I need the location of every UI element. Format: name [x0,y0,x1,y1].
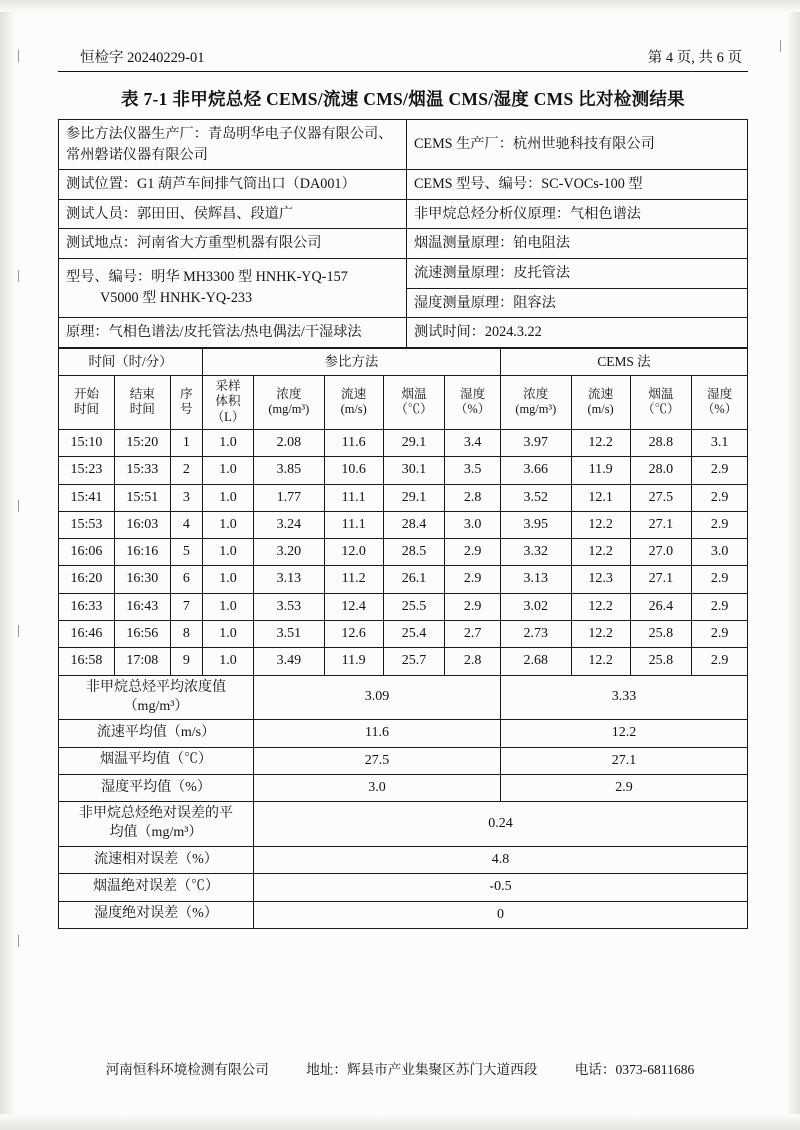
page-number: 第 4 页, 共 6 页 [647,50,742,66]
cell-start-time: 16:33 [59,593,115,620]
group-header-reference-method: 参比方法 [202,348,500,375]
sep: ： [499,264,514,281]
summary-ref-temp-average: 27.5 [254,747,501,774]
cell-ref-speed: 12.4 [324,593,383,620]
cell-start-time: 16:58 [59,648,115,675]
cell-cems-humid: 3.1 [692,429,748,456]
cell-cems-speed: 12.3 [571,566,630,593]
error-label-humid-abs: 湿度绝对误差（%） [59,901,254,928]
line1: 湿度 [706,386,733,401]
cell-cems-humid: 2.9 [692,621,748,648]
cell-ref-humid: 3.4 [445,429,501,456]
line1: 湿度 [459,386,486,401]
cell-ref-conc: 3.24 [254,511,325,538]
cell-ref-conc: 3.20 [254,539,325,566]
cell-ref-temp: 26.1 [383,566,445,593]
cell-ref-humid: 2.7 [445,621,501,648]
sep: ： [470,324,485,341]
table-row [59,120,748,170]
cell-volume: 1.0 [202,566,253,593]
margin-tick [18,500,19,512]
sep: ： [499,294,514,311]
line1: 非甲烷总烃绝对误差的平 [79,806,233,822]
info-cell-cems-model [406,170,747,200]
column-header-ref-concentration [254,375,325,429]
cell-cems-conc: 3.13 [500,566,571,593]
cell-cems-speed: 12.1 [571,484,630,511]
column-header-start-time [59,375,115,429]
group-header-cems-method: CEMS 法 [500,348,747,375]
table-row [59,170,748,200]
column-header-ref-humidity [445,375,501,429]
cell-ref-speed: 12.0 [324,539,383,566]
line1: 流速 [341,386,367,401]
value: 杭州世驰科技有限公司 [512,136,655,153]
cell-cems-temp: 27.5 [630,484,692,511]
column-header-end-time [114,375,170,429]
document-content [58,46,748,929]
cell-ref-speed: 11.1 [324,484,383,511]
summary-row [59,747,748,774]
line1: 流速 [587,386,614,401]
value: 气相色谱法 [570,205,641,222]
value: 阻容法 [513,294,556,311]
cell-volume: 1.0 [202,429,253,456]
page-edge-top [0,0,800,12]
sep: ： [498,136,513,153]
sep: ： [527,176,542,193]
line1: 结束 [129,386,155,401]
cell-cems-speed: 12.2 [571,621,630,648]
cell-start-time: 15:10 [59,429,115,456]
cell-start-time: 16:06 [59,539,115,566]
sep: ： [122,235,137,252]
cell-cems-speed: 12.2 [571,539,630,566]
cell-ref-speed: 10.6 [324,457,383,484]
label: 型号、编号 [66,268,137,285]
value: 气相色谱法/皮托管法/热电偶法/干湿球法 [108,324,362,341]
info-cell-temp-principle [406,229,747,259]
cell-seq: 8 [170,621,202,648]
cell-cems-humid: 2.9 [692,648,748,675]
info-cell-cems-manufacturer [406,120,747,170]
cell-end-time: 15:33 [114,457,170,484]
cell-cems-conc: 3.52 [500,484,571,511]
instrument-info-table [58,119,748,348]
line1: 开始 [73,386,100,401]
column-header-seq [170,375,202,429]
cell-cems-temp: 25.8 [630,621,692,648]
table-row [59,429,748,456]
line1: 非甲烷总烃平均浓度值 [86,679,226,695]
error-row [59,802,748,847]
cell-ref-speed: 11.2 [324,566,383,593]
line2: 时间 [129,402,155,417]
label: 原理 [66,324,95,341]
cell-cems-temp: 28.0 [630,457,692,484]
line2: 体积 [215,394,241,409]
cell-ref-conc: 3.51 [254,621,325,648]
table-row [59,199,748,229]
line2: (m/s) [340,402,367,417]
cell-cems-conc: 3.97 [500,429,571,456]
cell-cems-speed: 12.2 [571,648,630,675]
line2: (mg/m³) [515,402,557,417]
cell-cems-temp: 27.1 [630,566,692,593]
cell-ref-speed: 11.9 [324,648,383,675]
cell-volume: 1.0 [202,621,253,648]
value-line1: 明华 MH3300 型 HNHK-YQ-157 [151,268,348,285]
table-row [59,511,748,538]
cell-ref-temp: 25.4 [383,621,445,648]
summary-ref-nmhc-average: 3.09 [254,675,501,720]
table-row [59,457,748,484]
value: G1 葫芦车间排气筒出口（DA001） [136,176,356,193]
summary-label-nmhc-average [59,675,254,720]
sep: ： [499,235,514,252]
header-divider [58,71,748,72]
column-header-cems-humidity [692,375,748,429]
info-cell-flow-principle [406,258,747,288]
error-value-humid-abs: 0 [254,901,748,928]
cell-seq: 6 [170,566,202,593]
cell-ref-speed: 11.6 [324,429,383,456]
cell-seq: 5 [170,539,202,566]
sep: ： [94,324,109,341]
error-value-nmhc-abs: 0.24 [254,802,748,847]
cell-end-time: 16:30 [114,566,170,593]
info-cell-humidity-principle [406,288,747,318]
cell-end-time: 15:20 [114,429,170,456]
table-row [59,484,748,511]
error-label-speed-rel: 流速相对误差（%） [59,847,254,874]
cell-start-time: 15:23 [59,457,115,484]
cell-end-time: 17:08 [114,648,170,675]
info-cell-testers [59,199,407,229]
value: SC-VOCs-100 型 [541,176,643,193]
cell-cems-speed: 12.2 [571,593,630,620]
cell-start-time: 15:53 [59,511,115,538]
cell-volume: 1.0 [202,539,253,566]
cell-seq: 1 [170,429,202,456]
table-row [59,318,748,348]
summary-row [59,675,748,720]
line1: 序 [180,386,193,401]
footer-company: 河南恒科环境检测有限公司 [105,1062,269,1077]
cell-ref-temp: 29.1 [383,429,445,456]
table-row [59,258,748,288]
label: 测试人员 [66,205,123,222]
column-header-cems-concentration [500,375,571,429]
line2: 号 [180,402,193,417]
line3: （L） [211,410,245,425]
error-value-temp-abs: -0.5 [254,874,748,901]
cell-cems-speed: 12.2 [571,511,630,538]
value: 郭田田、侯辉昌、段道广 [136,205,294,222]
cell-ref-conc: 1.77 [254,484,325,511]
group-header-time: 时间（时/分） [59,348,203,375]
label: 流速测量原理 [413,264,500,281]
document-number: 恒检字 20240229-01 [80,50,205,66]
error-row [59,847,748,874]
table-row [59,539,748,566]
sep: ： [193,126,208,142]
page-footer [0,1058,800,1078]
page-title: 表 7-1 非甲烷总烃 CEMS/流速 CMS/烟温 CMS/湿度 CMS 比对检测结果 [121,89,685,109]
error-label-nmhc-abs [59,802,254,847]
cell-cems-temp: 25.8 [630,648,692,675]
cell-cems-humid: 2.9 [692,457,748,484]
cell-end-time: 16:43 [114,593,170,620]
column-header-ref-temperature [383,375,445,429]
line1: 烟温 [401,386,427,401]
line2: （%） [455,402,491,417]
cell-cems-humid: 2.9 [692,511,748,538]
table-row [59,621,748,648]
margin-tick [18,270,19,282]
table-row [59,229,748,259]
table-header-row [59,375,748,429]
cell-ref-conc: 3.85 [254,457,325,484]
cell-cems-humid: 2.9 [692,593,748,620]
value: 铂电阻法 [513,235,571,252]
cell-seq: 3 [170,484,202,511]
column-header-sample-volume [202,375,253,429]
label: CEMS 生产厂 [413,136,499,153]
cell-cems-conc: 2.68 [500,648,571,675]
label: 测试地点 [66,235,123,252]
column-header-cems-temperature [630,375,692,429]
info-cell-analyzer-principle [406,199,747,229]
margin-tick [18,50,19,62]
cell-ref-temp: 29.1 [383,484,445,511]
cell-cems-humid: 2.9 [692,484,748,511]
cell-ref-speed: 11.1 [324,511,383,538]
cell-ref-temp: 30.1 [383,457,445,484]
error-label-temp-abs: 烟温绝对误差（℃） [59,874,254,901]
line2: (mg/m³) [268,402,310,417]
cell-ref-humid: 2.8 [445,648,501,675]
cell-end-time: 16:56 [114,621,170,648]
cell-cems-conc: 3.95 [500,511,571,538]
cell-ref-conc: 3.53 [254,593,325,620]
cell-volume: 1.0 [202,457,253,484]
cell-ref-humid: 2.8 [445,484,501,511]
cell-cems-speed: 12.2 [571,429,630,456]
line1: 烟温 [648,386,674,401]
page-edge-bottom [0,1114,800,1130]
error-value-speed-rel: 4.8 [254,847,748,874]
summary-row [59,775,748,802]
cell-end-time: 16:03 [114,511,170,538]
label: 湿度测量原理 [413,294,500,311]
table-row [59,648,748,675]
info-cell-model-number [59,258,407,317]
line2: （℃） [642,402,680,417]
value-line2: V5000 型 HNHK-YQ-233 [100,290,253,307]
cell-volume: 1.0 [202,484,253,511]
cell-cems-humid: 2.9 [692,566,748,593]
info-cell-test-time [406,318,747,348]
summary-label-speed-average: 流速平均值（m/s） [59,720,254,747]
measurement-results-table [58,348,748,929]
cell-ref-speed: 12.6 [324,621,383,648]
cell-end-time: 16:16 [114,539,170,566]
table-row [59,593,748,620]
info-cell-test-location [59,170,407,200]
cell-ref-conc: 3.13 [254,566,325,593]
cell-ref-conc: 2.08 [254,429,325,456]
margin-tick [18,625,19,637]
cell-ref-temp: 28.5 [383,539,445,566]
footer-address: 地址：辉县市产业集聚区苏门大道西段 [306,1062,538,1077]
cell-seq: 2 [170,457,202,484]
label: 非甲烷总烃分析仪原理 [413,205,556,222]
summary-cems-temp-average: 27.1 [500,747,747,774]
sep: ： [555,205,571,222]
cell-cems-conc: 2.73 [500,621,571,648]
value: 皮托管法 [513,264,571,281]
column-header-cems-speed [571,375,630,429]
margin-tick [18,935,19,947]
cell-ref-conc: 3.49 [254,648,325,675]
label: 测试时间 [413,324,471,341]
sep: ： [136,268,152,285]
line2: （%） [702,402,738,417]
sep: ： [122,176,137,193]
cell-ref-temp: 25.7 [383,648,445,675]
cell-volume: 1.0 [202,593,253,620]
summary-ref-humid-average: 3.0 [254,775,501,802]
cell-ref-humid: 2.9 [445,593,501,620]
line2: (m/s) [587,402,614,417]
table-header-group-row [59,348,748,375]
summary-label-humid-average: 湿度平均值（%） [59,775,254,802]
cell-ref-humid: 2.9 [445,539,501,566]
cell-ref-humid: 3.5 [445,457,501,484]
cell-cems-conc: 3.32 [500,539,571,566]
label: CEMS 型号、编号 [413,176,528,193]
margin-tick [780,40,781,52]
error-row [59,874,748,901]
cell-start-time: 16:20 [59,566,115,593]
cell-seq: 4 [170,511,202,538]
cell-cems-temp: 27.1 [630,511,692,538]
page-header [58,46,748,71]
line2: （mg/m³） [123,698,189,714]
summary-ref-speed-average: 11.6 [254,720,501,747]
line1: 采样 [215,378,241,393]
cell-seq: 9 [170,648,202,675]
sep: ： [122,205,137,222]
cell-ref-humid: 3.0 [445,511,501,538]
cell-ref-temp: 28.4 [383,511,445,538]
table-row [59,566,748,593]
cell-cems-humid: 3.0 [692,539,748,566]
summary-cems-humid-average: 2.9 [500,775,747,802]
cell-volume: 1.0 [202,648,253,675]
label: 烟温测量原理 [413,235,500,252]
cell-cems-conc: 3.02 [500,593,571,620]
info-cell-principle [59,318,407,348]
label: 参比方法仪器生产厂 [66,126,194,142]
page-edge-right [786,0,800,1130]
footer-phone: 电话：0373-6811686 [574,1062,695,1077]
summary-cems-speed-average: 12.2 [500,720,747,747]
cell-ref-humid: 2.9 [445,566,501,593]
cell-ref-temp: 25.5 [383,593,445,620]
cell-cems-speed: 11.9 [571,457,630,484]
cell-end-time: 15:51 [114,484,170,511]
error-row [59,901,748,928]
cell-volume: 1.0 [202,511,253,538]
info-cell-manufacturer [59,120,407,170]
line2: 时间 [73,402,100,417]
column-header-ref-speed [324,375,383,429]
line1: 浓度 [276,386,302,401]
info-cell-test-site [59,229,407,259]
cell-cems-temp: 28.8 [630,429,692,456]
summary-label-temp-average: 烟温平均值（℃） [59,747,254,774]
cell-cems-temp: 26.4 [630,593,692,620]
summary-cems-nmhc-average: 3.33 [500,675,747,720]
value: 2024.3.22 [484,324,542,341]
line1: 浓度 [523,386,549,401]
cell-cems-conc: 3.66 [500,457,571,484]
line2: 均值（mg/m³） [109,825,203,841]
cell-start-time: 15:41 [59,484,115,511]
value: 河南省大方重型机器有限公司 [136,235,322,252]
value: 青岛明华电子仪器有限公司、常州磐诺仪器有限公司 [66,126,393,163]
page-edge-left [0,0,16,1130]
cell-start-time: 16:46 [59,621,115,648]
cell-seq: 7 [170,593,202,620]
line2: （℃） [395,402,433,417]
label: 测试位置 [66,176,123,193]
summary-row [59,720,748,747]
cell-cems-temp: 27.0 [630,539,692,566]
